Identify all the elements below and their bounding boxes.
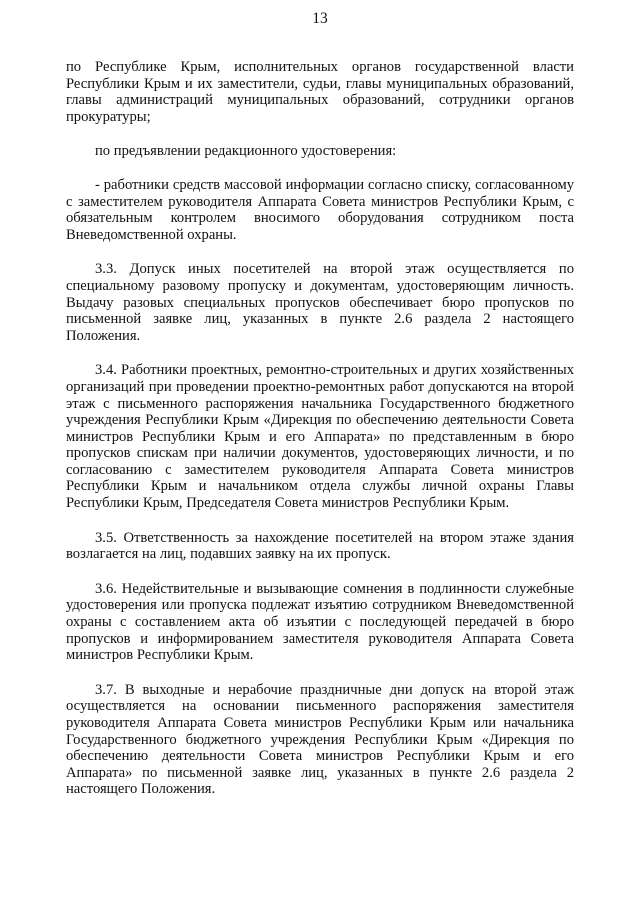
paragraph-3-5: 3.5. Ответственность за нахождение посетителей на втором этаже здания возлагается на лиц, подавших заявку на их пропуск. xyxy=(66,529,574,563)
paragraph-3-6: 3.6. Недействительные и вызывающие сомнения в подлинности служебные удостоверения или пропуска подлежат изъятию сотрудником Вневедомственной охраны с составлением акта об изъятии с последующей передачей в бюро пропусков и информированием заместителя руководителя Аппарата Совета министров Республики Крым. xyxy=(66,580,574,664)
paragraph-officials-list: по Республике Крым, исполнительных органов государственной власти Республики Крым и их заместители, судьи, главы муниципальных образований, главы администраций муниципальных образований, сотрудники органов прокуратуры; xyxy=(66,59,574,125)
paragraph-editorial-id: по предъявлении редакционного удостоверения: xyxy=(95,143,397,160)
page-number: 13 xyxy=(312,10,328,27)
paragraph-3-4: 3.4. Работники проектных, ремонтно-строительных и других хозяйственных организаций при проведении проектно-ремонтных работ допускаются на второй этаж с письменного распоряжения начальника Государственного бюджетного учреждения Республики Крым «Дирекция по обеспечению деятельности Совета министров Республики Крым и его Аппарата» по представленным в бюро пропусков спискам при наличии документов, удостоверяющих личности, и по согласованию с заместителем руководителя Аппарата Совета министров Республики Крым и начальником отдела службы личной охраны Главы Республики Крым, Председателя Совета министров Республики Крым. xyxy=(66,362,574,512)
paragraph-3-7: 3.7. В выходные и нерабочие праздничные дни допуск на второй этаж осуществляется на основании письменного распоряжения заместителя руководителя Аппарата Совета министров Республики Крым или начальника Государственного бюджетного учреждения Республики Крым «Дирекция по обеспечению деятельности Совета министров Республики Крым и его Аппарата» по письменной заявке лиц, указанных в пункте 2.6 раздела 2 настоящего Положения. xyxy=(66,681,574,798)
paragraph-3-3: 3.3. Допуск иных посетителей на второй этаж осуществляется по специальному разовому пропуску и документам, удостоверяющим личность. Выдачу разовых специальных пропусков обеспечивает бюро пропусков по письменной заявке лиц, указанных в пункте 2.6 раздела 2 настоящего Положения. xyxy=(66,261,574,344)
paragraph-media-workers: - работники средств массовой информации согласно списку, согласованному с заместителем руководителя Аппарата Совета министров Республики Крым, с обязательным контролем вносимого оборудования сотрудником поста Вневедомственной охраны. xyxy=(66,176,574,243)
document-body xyxy=(66,59,574,798)
